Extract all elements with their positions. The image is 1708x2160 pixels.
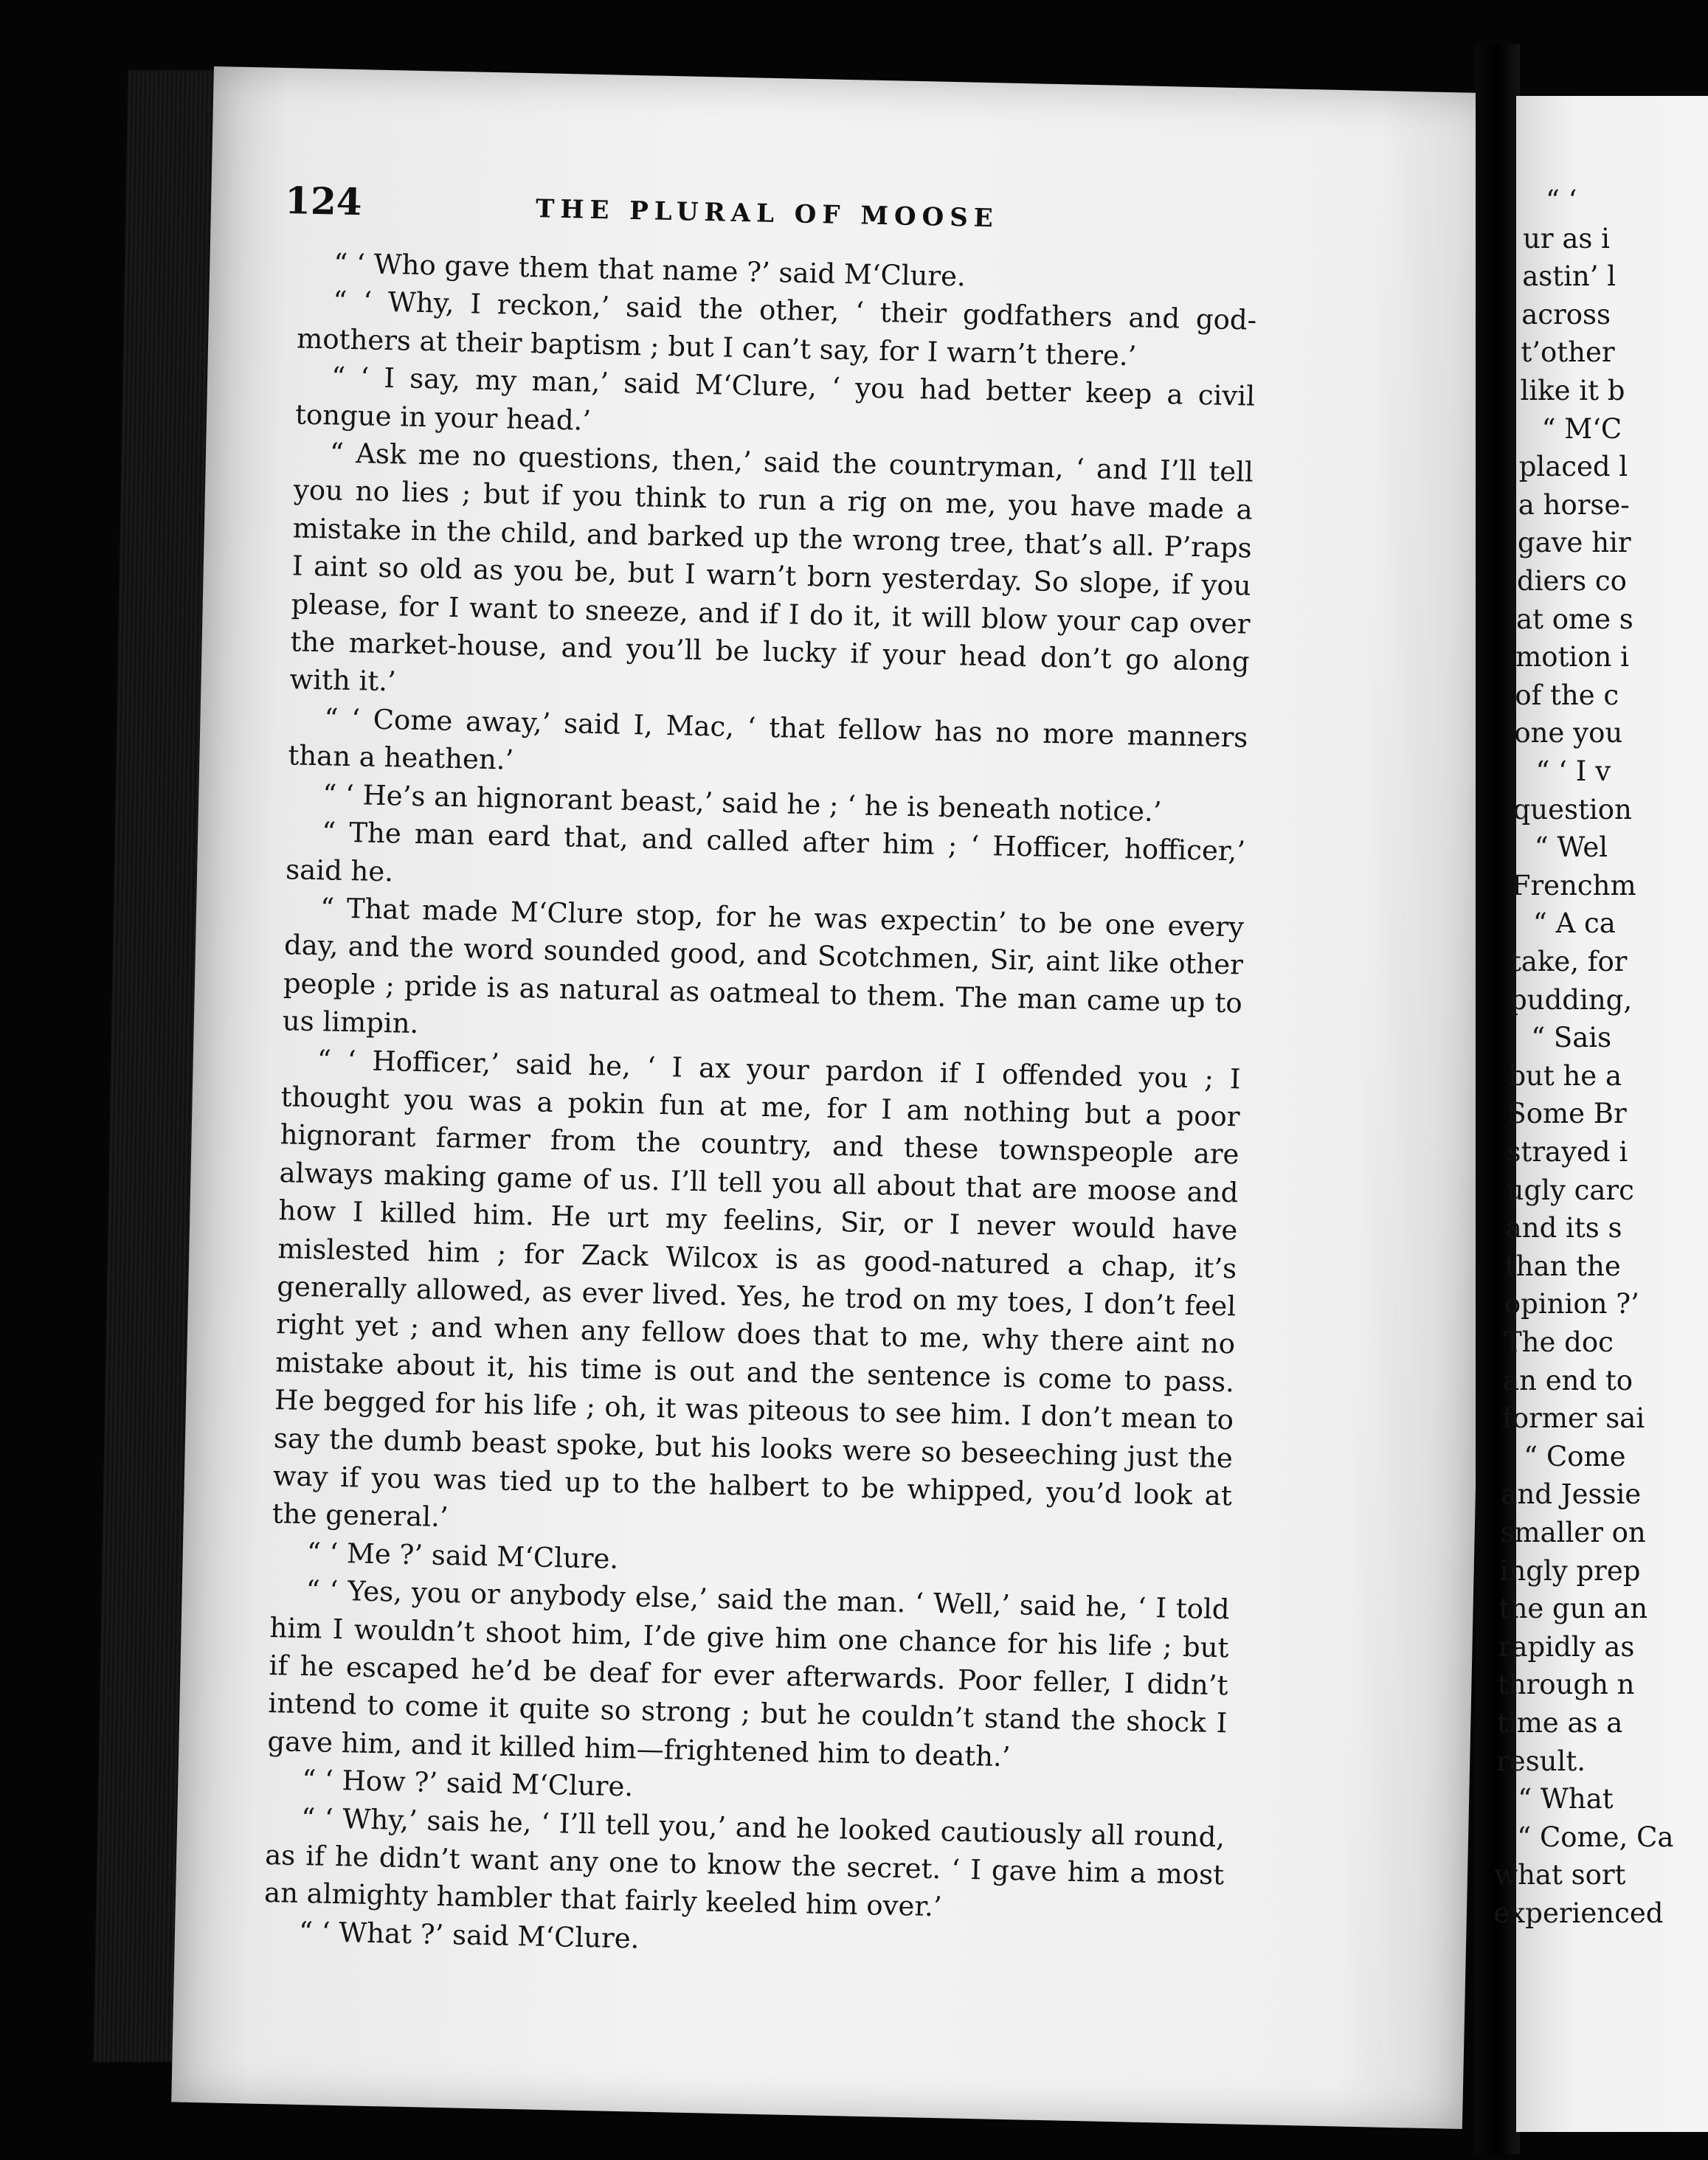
right-page-line: and Jessie	[1501, 1478, 1642, 1511]
right-page-line: t’other	[1521, 336, 1615, 369]
paragraph: “ ‘ Yes, you or anybody else,’ said the man. ‘ Well,’ said he, ‘ I told him I wouldn’t shoot him, I’de give him one chance for his life ; but if he escaped he’d be deaf for ever afterwards. Poor feller, I didn’t intend to come it quite so strong ; but he couldn’t stand the shock I gave him, and it killed him—frightened him to death.’	[267, 1574, 1230, 1773]
paragraph: “ ‘ Why,’ sais he, ‘ I’ll tell you,’ and he looked cautiously all round, as if he didn’t want any one to know the secret. ‘ I gave him a most an almighty hambler that fairly keeled him over.’	[263, 1801, 1225, 1923]
page-body	[263, 243, 1258, 1970]
right-page-line: “ ‘	[1546, 184, 1577, 216]
right-page-line: through n	[1497, 1669, 1635, 1701]
right-page-line: result.	[1496, 1745, 1586, 1777]
right-page-line: strayed i	[1507, 1136, 1628, 1168]
right-page-line: the gun an	[1498, 1593, 1648, 1625]
right-page-line: motion i	[1515, 641, 1629, 674]
right-page-line: at ome s	[1516, 603, 1633, 635]
right-page-line: like it b	[1520, 375, 1625, 406]
right-page-line: “ Come, Ca	[1517, 1821, 1674, 1853]
right-page-line: pudding,	[1510, 983, 1633, 1016]
right-page-line: ur as i	[1523, 222, 1611, 255]
right-page-line: time as a	[1497, 1707, 1623, 1739]
right-page-line: placed l	[1518, 451, 1628, 483]
right-page-line: “ What	[1518, 1783, 1614, 1815]
right-page	[1493, 96, 1708, 2132]
right-page-line: diers co	[1517, 565, 1627, 597]
right-page-line: opinion ?’	[1504, 1288, 1639, 1320]
paragraph: “ ‘ Come away,’ said I, Mac, ‘ that fellow has no more manners than a heathen.’	[288, 702, 1248, 776]
paragraph: “ ‘ How ?’ said M‘Clure.	[301, 1764, 634, 1803]
paragraph: “ ‘ He’s an hignorant beast,’ said he ; ‘ he is beneath notice.’	[322, 778, 1162, 828]
paragraph: “ ‘ Me ?’ said M‘Clure.	[306, 1536, 619, 1575]
paragraph: “ Ask me no questions, then,’ said the countryman, ‘ and I’ll tell you no lies ; but if you think to run a rig on me, you have made a mistake in the child, and barked up the wrong tree, that’s all. P’raps I aint so old as you be, but I warn’t born yesterday. So slope, if you please, for I want to sneeze, and if I do it, it will blow your cap over the market-house, and you’ll be lucky if your head don’t go along with it.’	[289, 437, 1254, 698]
page-header	[285, 179, 1318, 244]
right-page-line: “ M‘C	[1541, 412, 1622, 445]
right-page-line: The doc	[1504, 1326, 1614, 1358]
right-page-line: what sort	[1494, 1859, 1626, 1891]
right-page-line: of the c	[1515, 679, 1619, 711]
page-number: 124	[284, 179, 363, 224]
right-page-line: question	[1512, 793, 1632, 825]
paragraph: “ ‘ I say, my man,’ said M‘Clure, ‘ you had better keep a civil tongue in your head.’	[294, 361, 1256, 437]
right-page-line: Frenchm	[1511, 869, 1636, 901]
right-page-line: a horse-	[1518, 488, 1630, 521]
paragraph: “ That made M‘Clure stop, for he was expectin’ to be one every day, and the word sounded good, and Scotchmen, Sir, aint like other people ; pride is as natural as oatmeal to them. The man came up to us limpin.	[282, 892, 1245, 1040]
right-page-line: and its s	[1505, 1212, 1622, 1245]
right-page-line: “ A ca	[1532, 907, 1616, 940]
paragraph: “ ‘ What ?’ said M‘Clure.	[298, 1915, 640, 1955]
right-page-line: but he a	[1508, 1059, 1622, 1092]
right-page-line: one you	[1514, 717, 1623, 750]
right-page-line: ugly carc	[1506, 1174, 1634, 1206]
right-page-line: astin’ l	[1522, 260, 1617, 293]
paragraph: “ ‘ Why, I reckon,’ said the other, ‘ their godfathers and god-mothers at their baptism ; but I can’t say, for I warn’t there.’	[296, 285, 1257, 373]
paragraph: “ ‘ Hofficer,’ said he, ‘ I ax your pardon if I offended you ; I thought you was a pokin fun at me, for I am nothing but a poor hignorant farmer from the country, and these townspeople are always making game of us. I’ll tell you all about that are moose and how I killed him. He urt my feelins, Sir, or I never would have mislested him ; for Zack Wilcox is as good-natured a chap, it’s generally allowed, as ever lived. Yes, he trod on my toes, I don’t feel right yet ; and when any fellow does that to me, why there aint no mistake about it, his time is out and the sentence is come to pass. He begged for his life ; oh, it was piteous to see him. I don’t mean to say the dumb beast spoke, but his looks were so beseeching just the way if you was tied up to the halbert to be whipped, you’d look at the general.’	[272, 1043, 1242, 1534]
right-page-line: ingly prep	[1499, 1554, 1641, 1587]
right-page-line: rapidly as	[1498, 1630, 1635, 1663]
right-page-line: than the	[1504, 1250, 1621, 1282]
left-page	[171, 66, 1504, 2129]
right-page-line: “ Come	[1524, 1440, 1626, 1472]
right-page-line: gave hir	[1517, 527, 1631, 559]
right-page-line: take, for	[1510, 946, 1628, 977]
right-page-line: across	[1521, 298, 1611, 330]
right-page-line: “ Sais	[1531, 1022, 1612, 1054]
right-page-line: experienced	[1493, 1897, 1664, 1929]
right-page-line: smaller on	[1500, 1517, 1646, 1548]
right-page-line: former sai	[1502, 1402, 1645, 1435]
right-page-line: “ ‘ I v	[1535, 755, 1611, 787]
right-page-line: Some Br	[1507, 1098, 1627, 1130]
right-page-line: an end to	[1503, 1364, 1633, 1396]
paragraph: “ The man eard that, and called after him ; ‘ Hofficer, hofficer,’ said he.	[285, 816, 1246, 887]
paragraph: “ ‘ Who gave them that name ?’ said M‘Clure.	[333, 247, 967, 293]
running-title: THE PLURAL OF MOOSE	[535, 194, 1000, 234]
right-page-line: “ Wel	[1534, 831, 1608, 864]
